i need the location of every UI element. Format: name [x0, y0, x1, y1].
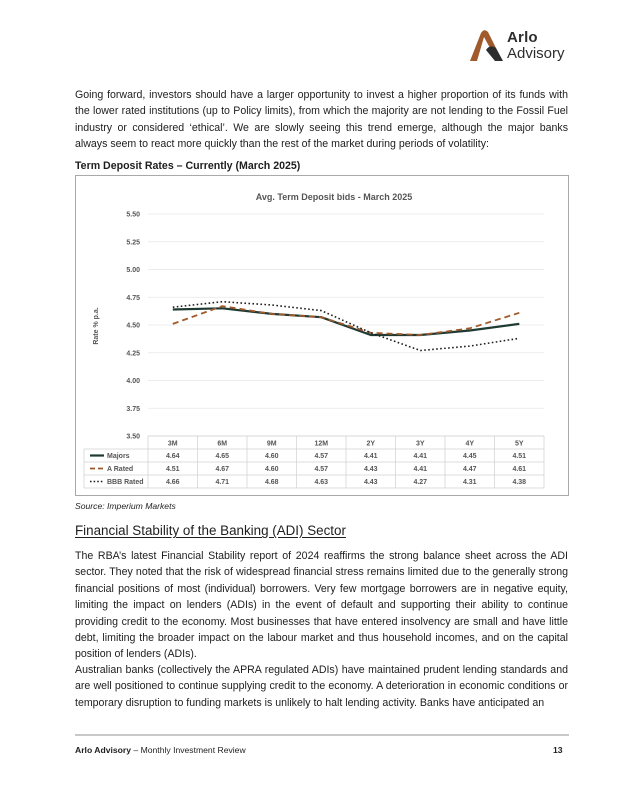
- page-number: 13: [553, 745, 563, 755]
- y-tick-label: 3.50: [126, 433, 140, 441]
- x-category-label: 2Y: [366, 440, 376, 448]
- x-category-label: 9M: [266, 440, 277, 448]
- data-value-label: 4.41: [413, 466, 428, 473]
- section-paragraph-2: Australian banks (collectively the APRA regulated ADIs) have maintained prudent lending standards and are well positioned to continue supplying credit to the economy. A deterioration in economic conditions or temporary disruption to funding markets is unlikely to halt lending activity. Banks have anticipated an: [75, 664, 568, 709]
- x-category-label: 4Y: [465, 440, 475, 448]
- term-deposit-chart: [75, 175, 569, 496]
- arlo-logo-icon: [466, 28, 506, 64]
- y-tick-labels: [126, 212, 140, 441]
- data-value-label: 4.68: [264, 479, 279, 486]
- footer-brand: Arlo Advisory: [75, 745, 132, 755]
- data-value-label: 4.61: [512, 466, 527, 473]
- x-category-label: 6M: [217, 440, 228, 448]
- data-value-label: 4.64: [165, 453, 180, 460]
- x-category-label: 5Y: [514, 440, 524, 448]
- data-table: [84, 433, 544, 488]
- section-heading: Financial Stability of the Banking (ADI) Sector: [75, 523, 346, 538]
- section-paragraph-1: The RBA’s latest Financial Stability report of 2024 reaffirms the strong balance sheet across the ADI sector. They noted that the risk of widespread financial stress remains limited due to the generally strong financial positions of most (individual) borrowers. Very few mortgage borrowers are in negative equity, limiting the impact on lenders (ADIs) in the event of default and supporting their ability to continue providing credit to the economy. Most businesses that have entered insolvency are small and have little debt, limiting the broader impact on the labour market and thus household incomes, and on the capital position of lenders (ADIs).: [75, 550, 568, 661]
- y-tick-label: 5.00: [126, 267, 140, 274]
- data-value-label: 4.60: [264, 466, 279, 473]
- legend-entry: Majors: [107, 453, 130, 460]
- figure-caption: Term Deposit Rates – Currently (March 2025): [75, 160, 301, 172]
- legend-entry: A Rated: [107, 466, 134, 473]
- data-value-label: 4.67: [215, 466, 230, 473]
- data-value-label: 4.41: [413, 453, 428, 460]
- footer-title: [75, 745, 246, 755]
- y-tick-label: 4.50: [126, 322, 140, 330]
- data-value-label: 4.57: [314, 466, 329, 473]
- data-value-label: 4.41: [363, 453, 378, 460]
- data-value-label: 4.45: [462, 453, 477, 460]
- data-value-label: 4.60: [264, 453, 279, 460]
- y-tick-label: 3.75: [126, 405, 140, 413]
- data-value-label: 4.66: [165, 479, 180, 486]
- y-axis-label: Rate % p.a.: [93, 307, 100, 345]
- y-tick-label: 4.75: [126, 294, 140, 302]
- x-category-label: 3Y: [415, 440, 425, 448]
- data-value-label: 4.38: [512, 479, 527, 486]
- chart-svg: [76, 176, 570, 497]
- data-value-label: 4.71: [215, 479, 230, 486]
- legend-entry: BBB Rated: [107, 479, 144, 486]
- data-value-label: 4.65: [215, 453, 230, 460]
- y-tick-label: 4.00: [126, 378, 140, 385]
- data-value-label: 4.31: [462, 479, 477, 486]
- series-lines: [173, 302, 520, 351]
- logo-text-arlo: Arlo: [507, 29, 538, 46]
- intro-paragraph: Going forward, investors should have a larger opportunity to invest a higher proportion of its funds with the lower rated institutions (up to Policy limits), from which the majority are not lending to the Fossil Fuel industry or considered ‘ethical’. We are slowly seeing this trend emerge, although the major banks always seem to react more quickly than the rest of the market during periods of volatility:: [75, 89, 568, 151]
- data-value-label: 4.43: [363, 466, 378, 473]
- footer-divider: [75, 734, 569, 736]
- data-value-label: 4.47: [462, 466, 477, 473]
- data-value-label: 4.43: [363, 479, 378, 486]
- data-value-label: 4.51: [165, 466, 180, 473]
- data-value-label: 4.63: [314, 479, 329, 486]
- figure-source: Source: Imperium Markets: [75, 501, 176, 511]
- x-category-label: 3M: [167, 440, 178, 448]
- y-tick-label: 4.25: [126, 350, 140, 358]
- data-value-label: 4.57: [314, 453, 329, 460]
- arlo-advisory-logo: [466, 28, 576, 66]
- chart-title: Avg. Term Deposit bids - March 2025: [255, 192, 413, 202]
- y-tick-label: 5.25: [126, 239, 140, 247]
- logo-text-advisory: Advisory: [507, 45, 565, 62]
- x-category-label: 12M: [314, 440, 329, 448]
- footer-publication: – Monthly Investment Review: [131, 745, 246, 755]
- y-tick-label: 5.50: [126, 211, 140, 219]
- data-value-label: 4.51: [512, 453, 527, 460]
- data-value-label: 4.27: [413, 479, 428, 486]
